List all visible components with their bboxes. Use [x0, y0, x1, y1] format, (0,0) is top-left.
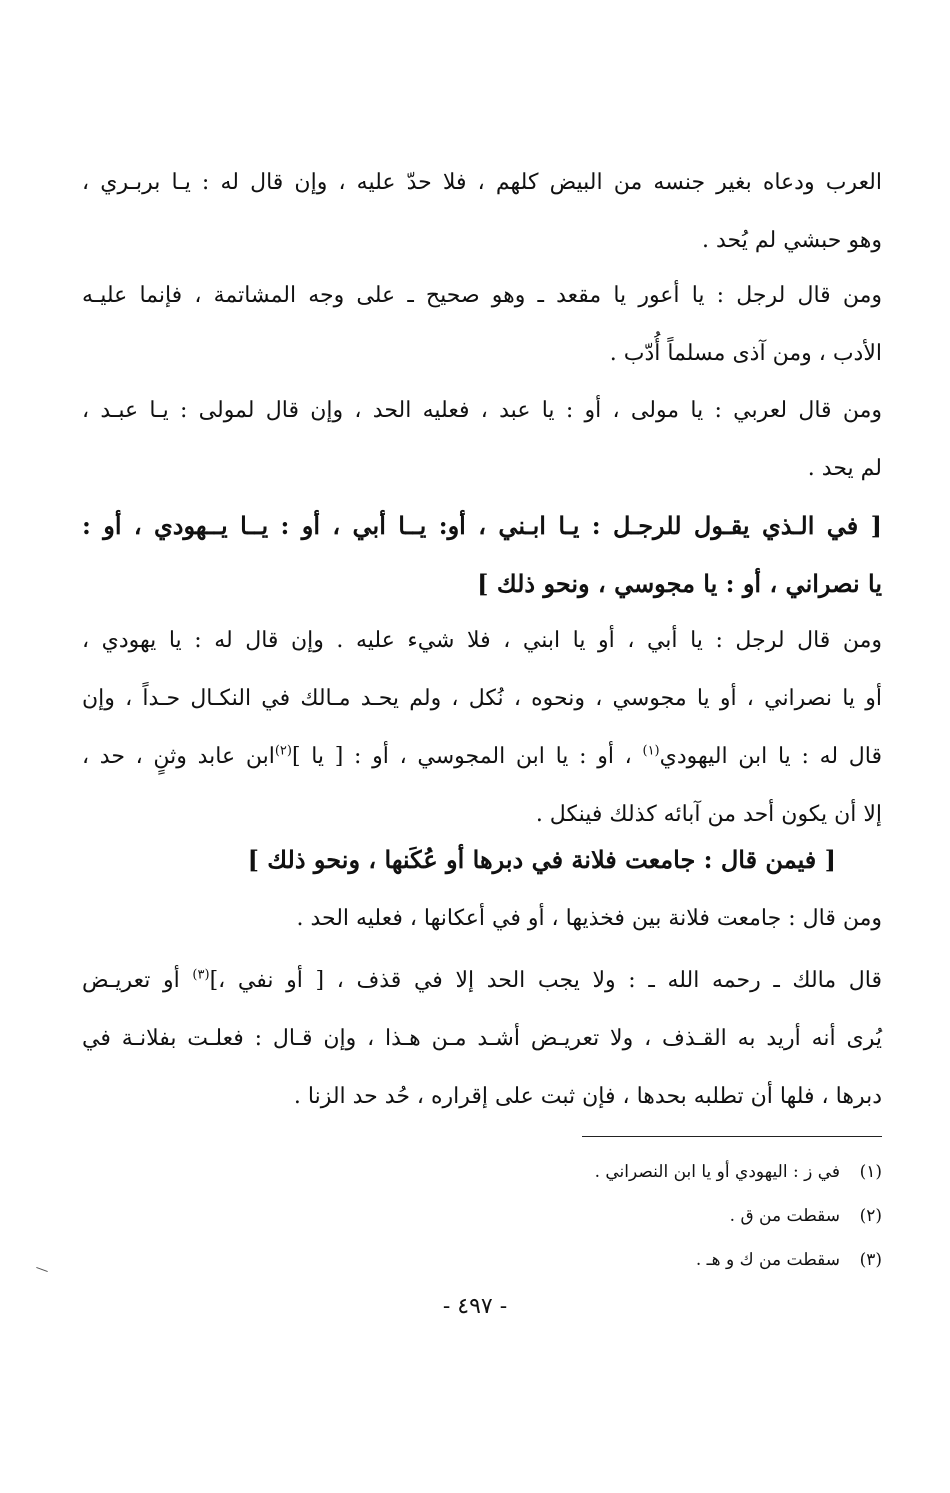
- footnote-number: (١): [859, 1162, 882, 1182]
- section-heading-1: [82, 497, 882, 613]
- text-segment: قال مالك ـ رحمه الله ـ : ولا يجب الحد إلا في قذف ، [ أو نفي ،]: [209, 968, 882, 993]
- text-line-with-footnote: [82, 952, 882, 1010]
- footnote-divider: [582, 1136, 882, 1137]
- text-segment: ابن عابد وثنٍ ، حد ،: [82, 744, 275, 769]
- text-line: الأدب ، ومن آذى مسلماً أُدّب .: [609, 341, 882, 366]
- paragraph-3: [82, 382, 882, 498]
- text-line: أو يا نصراني ، أو يا مجوسي ، ونحوه ، نُكل ، ولم يحـد مـالك في النكـال حـداً ، وإن: [82, 686, 882, 711]
- margin-mark: [36, 1267, 48, 1272]
- text-line: يُرى أنه أريد به القـذف ، ولا تعريـض أشـد مـن هـذا ، وإن قـال : فعلـت بفلانـة في: [82, 1026, 882, 1051]
- text-line: إلا أن يكون أحد من آبائه كذلك فينكل .: [535, 802, 882, 827]
- text-line-with-footnotes: [82, 728, 882, 786]
- text-line: ومن قال : جامعت فلانة بين فخذيها ، أو في أعكانها ، فعليه الحد .: [296, 906, 882, 931]
- paragraph-2: [82, 267, 882, 383]
- footnote-3: [82, 1238, 882, 1282]
- text-line: لم يحد .: [807, 456, 882, 481]
- text-line: ومن قال لعربي : يا مولى ، أو : يا عبد ، فعليه الحد ، وإن قال لمولى : يـا عبـد ،: [82, 398, 882, 423]
- paragraph-6: [82, 952, 882, 1126]
- text-line: ومن قال لرجل : يا أبي ، أو يا ابني ، فلا شيء عليه . وإن قال له : يا يهودي ،: [82, 628, 882, 653]
- footnote-text: سقطت من ق .: [729, 1206, 840, 1226]
- text-line: ومن قال لرجل : يا أعور يا مقعد ـ وهو صحيح ـ على وجه المشاتمة ، فإنما عليـه: [82, 283, 882, 308]
- footnote-2: [82, 1194, 882, 1238]
- footnote-number: (٢): [859, 1206, 882, 1226]
- footnote-number: (٣): [859, 1250, 882, 1270]
- paragraph-4: [82, 612, 882, 844]
- heading-line: [ فيمن قال : جامعت فلانة في دبرها أو عُكَنها ، ونحو ذلك ]: [247, 845, 836, 874]
- text-segment: ، أو : يا ابن المجوسي ، أو : [ يا ]: [291, 744, 632, 769]
- paragraph-1: [82, 154, 882, 270]
- text-segment: أو تعريـض: [82, 968, 180, 993]
- footnote-text: سقطت من ك و هـ .: [695, 1250, 840, 1270]
- footnotes-list: [82, 1150, 882, 1282]
- text-line: العرب ودعاه بغير جنسه من البيض كلهم ، فلا حدّ عليه ، وإن قال له : يـا بربـري ،: [82, 170, 882, 195]
- page-number: - ٤٩٧ -: [442, 1294, 508, 1319]
- text-segment: قال له : يا ابن اليهودي: [659, 744, 882, 769]
- footnote-ref-1[interactable]: (١): [642, 743, 660, 759]
- footnote-ref-3[interactable]: (٣): [192, 967, 210, 983]
- heading-line: [ في الـذي يقـول للرجـل : يـا ابـني ، أو: يــا أبي ، أو : يــا يــهودي ، أو :: [82, 511, 882, 540]
- heading-line: يا نصراني ، أو : يا مجوسي ، ونحو ذلك ]: [477, 569, 882, 598]
- text-line: وهو حبشي لم يُحد .: [702, 228, 882, 253]
- footnote-ref-2[interactable]: (٢): [274, 743, 292, 759]
- section-heading-2: [82, 831, 882, 889]
- paragraph-5: [82, 890, 882, 948]
- footnote-1: [82, 1150, 882, 1194]
- text-line: دبرها ، فلها أن تطلبه بحدها ، فإن ثبت على إقراره ، حُد حد الزنا .: [293, 1084, 882, 1109]
- footnote-text: في ز : اليهودي أو يا ابن النصراني .: [594, 1162, 840, 1182]
